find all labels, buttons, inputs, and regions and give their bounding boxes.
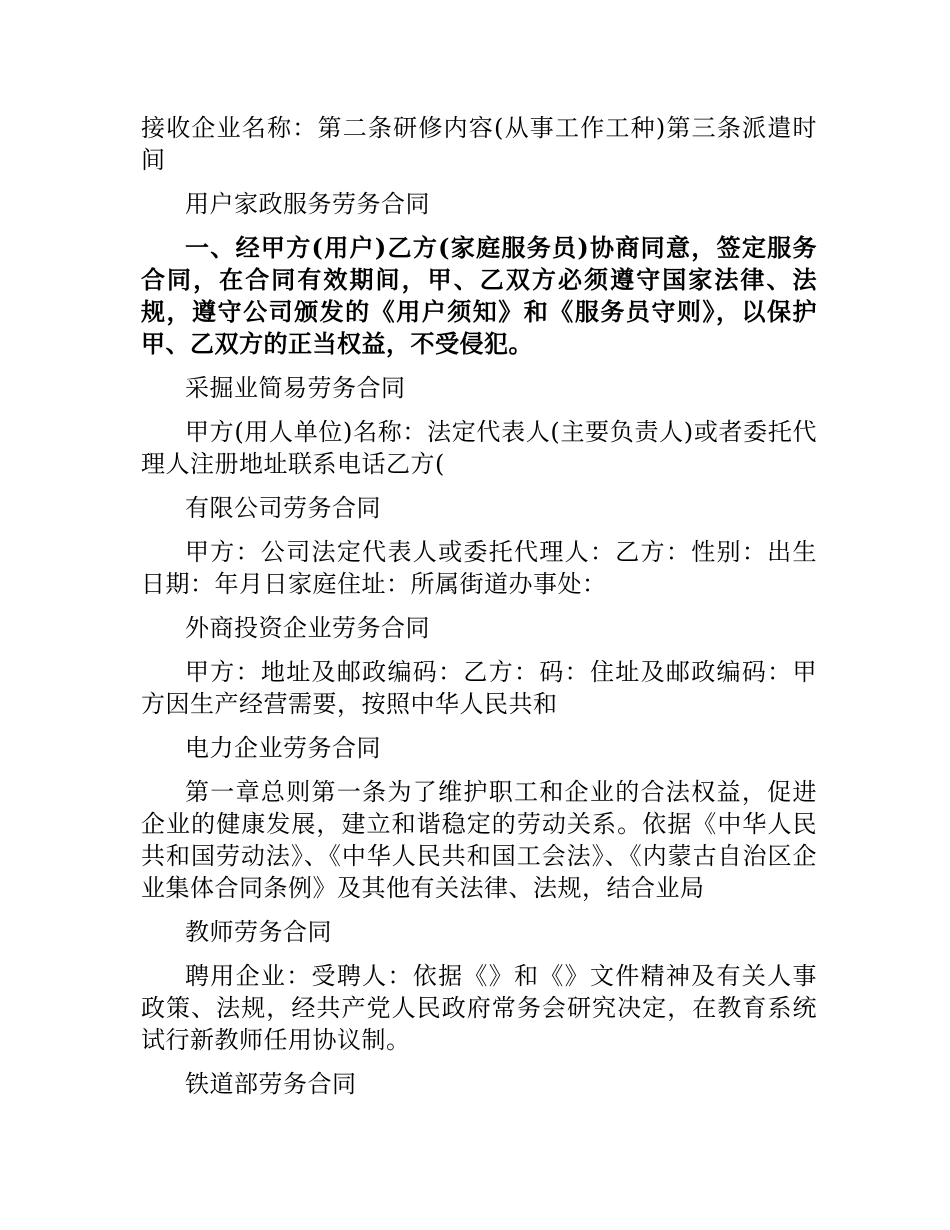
paragraph-service-agreement: 一、经甲方(用户)乙方(家庭服务员)协商同意，签定服务合同，在合同有效期间，甲、乙双方必须遵守国家法律、法规，遵守公司颁发的《用户须知》和《服务员守则》，以保护甲、乙双方的正当权益，不受侵犯。 — [141, 233, 817, 358]
heading-railway-contract: 铁道部劳务合同 — [185, 1070, 357, 1098]
heading-foreign-investment-contract: 外商投资企业劳务合同 — [185, 614, 430, 642]
paragraph-company-parties: 甲方：公司法定代表人或委托代理人：乙方：性别：出生日期：年月日家庭住址：所属街道办事处： — [141, 538, 817, 598]
heading-teacher-contract: 教师劳务合同 — [185, 918, 332, 946]
paragraph-teacher-terms: 聘用企业：受聘人：依据《》和《》文件精神及有关人事政策、法规，经共产党人民政府常务会研究决定，在教育系统试行新教师任用协议制。 — [141, 962, 817, 1054]
heading-power-enterprise-contract: 电力企业劳务合同 — [185, 734, 381, 762]
paragraph-foreign-parties: 甲方：地址及邮政编码：乙方：码：住址及邮政编码：甲方因生产经营需要，按照中华人民共和 — [141, 658, 817, 718]
paragraph-general-provisions: 第一章总则第一条为了维护职工和企业的合法权益，促进企业的健康发展，建立和谐稳定的劳动关系。依据《中华人民共和国劳动法》、《中华人民共和国工会法》、《内蒙古自治区企业集体合同条例》及其他有关法律、法规，结合业局 — [141, 778, 817, 902]
paragraph-dispatch-terms: 接收企业名称：第二条研修内容(从事工作工种)第三条派遣时间 — [141, 114, 817, 174]
paragraph-employer-info: 甲方(用人单位)名称：法定代表人(主要负责人)或者委托代理人注册地址联系电话乙方( — [141, 418, 817, 478]
heading-household-service-contract: 用户家政服务劳务合同 — [185, 190, 430, 218]
heading-limited-company-contract: 有限公司劳务合同 — [185, 494, 381, 522]
document-body — [141, 112, 817, 1112]
heading-mining-contract: 采掘业简易劳务合同 — [185, 374, 406, 402]
